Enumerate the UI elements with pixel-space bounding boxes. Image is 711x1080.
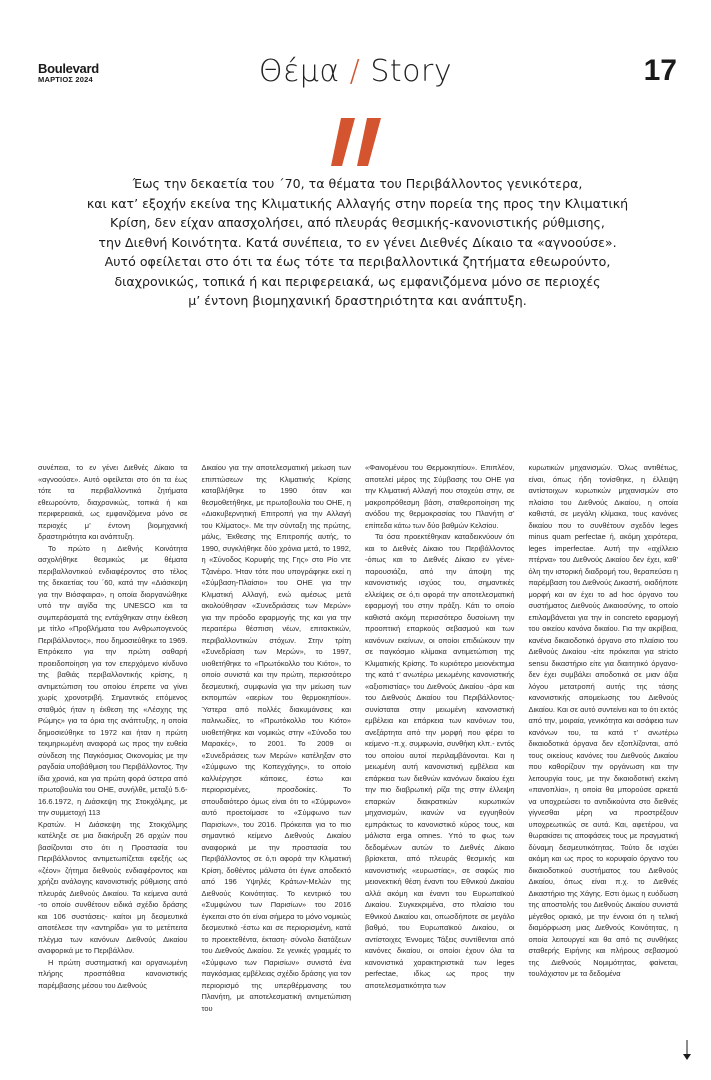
pull-quote-line: Αυτό οφείλεται στο ότι τα έως τότε τα περιβαλλοντικά ζητήματα εθεωρούντο, <box>104 254 611 269</box>
pull-quote-line: Κρίση, δεν είχαν απασχολήσει, από πλευράς θεσμικής-κανονιστικής ρύθμισης, <box>110 215 605 230</box>
article-column-2 <box>202 462 352 1052</box>
pull-quote <box>70 174 645 311</box>
pull-quote-line: και κατ’ εξοχήν εκείνα της Κλιματικής Αλλαγής στην πορεία της προς την Κλιματική <box>86 195 629 211</box>
article-column-3 <box>365 462 515 1052</box>
issue-date: ΜΑΡΤΙΟΣ 2024 <box>38 75 93 84</box>
article-column-1 <box>38 462 188 1052</box>
paragraph: Το πρώτο η Διεθνής Κοινότητα ασχολήθηκε θεσμικώς με θέματα περιβαλλοντικού ενδιαφέροντος στο τέλος της δεκαετίας του ΄60, κατά την «Διάσκεψη για την Βιόσφαιρα», η οποία διοργανώθηκε υπό την αιγίδα της UNESCO και τα συμπεράσματά της εντάχθηκαν στην έκθεση με τίτλο «Προβλήματα του Ανθρωπογενούς Περιβάλλοντος», που δημοσιεύθηκε το 1969. Επρόκειτο για την πρώτη σαθαρή προειδοποίηση για τον επερχόμενο κίνδυνο της βαθιάς περιβαλλοντικής κρίσης, η αντιμετώπιση του οποίου έπρεπε να γίνει χωρίς χρονοτριβή. Σημαντικός επόμενος σταθμός ήταν η έκθεση της «Λέσχης της Ρώμης» για τα όρια της ανάπτυξης, η οποία δημοσιεύθηκε το 1972 και ήταν η πρώτη τεκμηριωμένη αναφορά ως προς την ευθεία σύνδεση της Παγκόσμιας Οικονομίας με την ραγδαία υποβάθμιση του Περιβάλλοντος. Την ίδια χρονιά, και για πρώτη φορά ύστερα από πρωτοβουλία του ΟΗΕ, συνήλθε, μεταξύ 5.6-16.6.1972, η Διάσκεψη της Στοκχόλμης, με την συμμετοχή 113 <box>38 543 188 817</box>
pull-quote-line: μ’ έντονη βιομηχανική δραστηριότητα και ανάπτυξη. <box>188 293 527 308</box>
paragraph: κυρωτικών μηχανισμών. Όλως αντιθέτως, είναι, όπως ήδη τονίσθηκε, η έλλειψη αντίστοιχων κυρωτικών μηχανισμών στο πλαίσιο του Διεθνούς Δικαίου, η οποία καθιστά, σε μεγάλη κλίμακα, τους κανόνες δικαίου που το συνθέτουν σχεδόν leges minus quam perfectae ή, ακόμη χειρότερα, leges imperfectae. Αυτή την «αχίλλειο πτέρνα» του Διεθνούς Δικαίου δεν έχει, καθ’ όλη την ιστορική διαδρομή του, θεραπεύσει η παρέμβαση του Διεθνούς Δικαστή, οιαδήποτε μορφή και αν έχει το ad hoc όργανο του συστήματος Διεθνούς Δικαιοσύνης, το οποίο επιλαμβάνεται για την in concreto εφαρμογή του οικείου κανόνα δικαίου. Για την ακρίβεια, κανένα δικαιοδοτικό όργανο στο πλαίσιο του Διεθνούς Δικαίου -είτε πρόκειται για stricto sensu δικαστήριο είτε για διαιτητικό όργανο- δεν έχει συμβάλει αποδοτικά σε μιαν άξια λόγου μετατροπή αυτής της τάσης κανονιστικής απομείωσης του Διεθνούς Δικαίου. Και σε αυτό συντείνει και το ότι εκτός από την, μοιραία, γενικότητα και ασάφεια των κανόνων του, τα κατά τ’ ανωτέρω δικαιοδοτικά όργανα δεν εξοπλίζονται, από τους οικείους κανόνες του Διεθνούς Δικαίου που καθορίζουν την οργάνωση και την λειτουργία τους, με την δικαιοδοτική εκείνη «πανοπλία», η οποία θα μπορούσε αρκετά να υποχρεώσει το αντιδικούντα στο διεθνές γίγνεσθαι μέρη να προστρέξουν υποχρεωτικώς σε αυτά. Και, αφετέρου, να θωρακίσει τις αποφάσεις τους με πραγματική δύναμη δεσμευτικότητας. Τούτο δε ισχύει ακόμη και ως προς το κορυφαίο όργανο του δικαιοδοτικού συστήματος του Διεθνούς Δικαίου, όπως είναι π.χ. το Διεθνές Δικαστήριο της Χάγης. Εστι όμως η ευόδωση της αποστολής του Διεθνούς Δικαίου συνιστά μέγεθος οριακό, με την έννοια ότι η τελική διαμόρφωση μιας Διεθνούς Κοινότητας, η οποία λειτουργεί και θα από τις συνθήκες σταθερής Ειρήνης και πλήρους σεβασμού της Διεθνούς Νομιμότητας, φαίνεται, τουλάχιστον με τα δεδομένα <box>528 463 678 978</box>
paragraph: Δικαίου για την αποτελεσματική μείωση των επιπτώσεων της Κλιματικής Κρίσης καταβλήθηκε το 1990 όταν και θεσμοθετήθηκε, με πρωτοβουλία του ΟΗΕ, η «Διακυβερνητική Επιτροπή για την Αλλαγή του Κλίματος». Με την σύνταξη της πρώτης, μάλις, Έκθεσης της Επιτροπής αυτής, το 1990, συγκλήθηκε δύο χρόνια μετά, το 1992, η «Σύνοδος Κορυφής της Γης» στο Ρίο ντε Τζανέιρο. Ήταν τότε που υπογράφηκε εκεί η «Σύμβαση-Πλαίσιο» του ΟΗΕ για την Κλιματική Αλλαγή, ενώ αμέσως μετά ακολούθησαν «Συνεδριάσεις των Μερών» για την πρόοδο εφαρμογής της και για την περαιτέρω θέσπιση νέων, επιτακτικών, περιβαλλοντικών στόχων. Στην τρίτη «Συνεδρίαση των Μερών», το 1997, υιοθετήθηκε το «Πρωτόκολλο του Κιότο», το οποίο συνιστά και την πρώτη, περισσότερο δεσμευτική, συμφωνία για την μείωση των εκπομπών «αερίων του θερμοκηπίου». Ύστερα από πολλές διακυμάνσεις και παλινωδίες, το «Πρωτόκολλο του Κιότο» υιοθετήθηκε και νομικώς στην «Σύνοδο του Μαρακές», το 2001. Το 2009 οι «Συνεδριάσεις των Μερών» κατέληξαν στο «Σύμφωνο της Κοπεγχάγης», το οποίο καλλιέργησε κάποιες, έστω και περιορισμένες, προσδοκίες. Το σπουδαιότερο όμως είναι ότι το «Σύμφωνο» αυτό προετοίμασε το «Σύμφωνο των Παρισίων», του 2016. Πρόκειται για το πιο σημαντικό κείμενο Διεθνούς Δικαίου αναφορικά με την προστασία του Περιβάλλοντος σε ό,τι αφορά την Κλιματική Κρίση, δοθέντος μάλιστα ότι έγινε αποδεκτό από 196 Υψηλές Κράτων-Μελών της Διεθνούς Κοινότητας. Το κεντρικό του «Συμφώνου των Παρισίων» του 2016 έγκειται στο ότι είναι σήμερα το μόνο νομικώς δεσμευτικό -έστω και σε περιορισμένη, κατά το προεκτεθέντα, έκταση- σύνολο διατάξεων του Διεθνούς Δικαίου. Σε γενικές γραμμές το «Σύμφωνο των Παρισίων» συνιστά ένα παγκόσμιας εμβέλειας σχέδιο δράσης για τον περιορισμό της υπερθέρμανσης του Πλανήτη, με αποτελεσματική αντιμετώπιση του <box>201 463 351 1013</box>
article-body <box>38 462 678 1052</box>
pull-quote-line: διαχρονικώς, τοπικά ή και περιφερειακά, ως εμφανιζόμενα μόνο σε περιοχές <box>114 273 601 289</box>
article-column-4 <box>529 462 679 1052</box>
paragraph: συνέπεια, το εν γένει Διεθνές Δίκαιο τα «αγνοούσε». Αυτό οφείλεται στο ότι τα έως τότε τα περιβαλλοντικά ζητήματα εθεωρούντο, διαχρονικώς, τοπικά ή και περιφερειακά, ως εμφανιζόμενα μόνο σε περιοχές μ’ έντονη βιομηχανική δραστηριότητα και ανάπτυξη. <box>38 463 188 541</box>
quote-mark-icon <box>0 118 711 168</box>
section-title-english: Story <box>370 54 453 89</box>
magazine-name: Boulevard <box>38 61 99 76</box>
continue-arrow-icon <box>683 1040 691 1060</box>
section-title <box>0 54 711 89</box>
paragraph: Τα όσα προεκτέθηκαν καταδεικνύουν ότι και το Διεθνές Δίκαιο του Περιβάλλοντος -όπως και το Διεθνές Δίκαιο εν γένει- παρουσιάζει, από την άποψη της κανονιστικής ισχύος του, σημαντικές ελλείψεις σε ό,τι αφορά την αποτελεσματική εφαρμογή του στην πράξη. Κάτι το οποίο καθιστά ακόμη περισσότερο δυσοίωνη την προοπτική επαρκούς σεβασμού και των κανόνων εκείνων, οι οποίοι επιδιώκουν την σε παγκόσμιο κλίμακα αντιμετώπιση της Κλιματικής Κρίσης. Το κυριότερο μειονέκτημα της κατά τ’ ανωτέρω μειωμένης κανονιστικής «αξιοπιστίας» του Διεθνούς Δικαίου -άρα και του Διεθνούς Δικαίου του Περιβάλλοντος- συνίσταται στην μειωμένη κανονιστική εμβέλεια και επάρκεια των κανόνων του, ανεξάρτητα από την μορφή που φέρει το κείμενο -π.χ. συμφωνία, συνθήκη κλπ.- εντός του οποίου αυτοί περιλαμβάνονται. Και η μειωμένη αυτή κανονιστική εμβέλεια και επάρκεια των διεθνών κανόνων δικαίου έχει την πιο διαβρωτική ρίζα της στην έλλειψη επαρκών διακρατικών κυρωτικών μηχανισμών, ικανών να εγγυηθούν εμπράκτως το κανονιστικό κύρος τους, και μάλιστα erga omnes. Υπό το φως των δεδομένων αυτών το Διεθνές Δίκαιο βρίσκεται, από πλευράς θεσμικής και κανονιστικής «ευρωστίας», σε σαφώς πιο μειονεκτική θέση έναντι του Εθνικού Δικαίου αλλά ακόμη και έναντι του Ευρωπαϊκού Δικαίου. Συγκεκριμένα, στο πλαίσιο του Εθνικού Δικαίου και, οπωσδήποτε σε μεγάλο βαθμό, του Ευρωπαϊκού Δικαίου, οι αντίστοιχες Έννομες Τάξεις συντίθενται από κανόνες δικαίου, οι οποίοι έχουν όλα τα κανονιστικά χαρακτηριστικά των leges perfectae, ιδίως ως προς την αποτελεσματικότητα των <box>365 532 515 990</box>
paragraph: Η πρώτη συστηματική και οργανωμένη πλήρης προσπάθεια κανονιστικής παρέμβασης μέσου του Διεθνούς <box>38 957 188 990</box>
section-title-separator: / <box>349 54 361 89</box>
page-number: 17 <box>643 54 677 87</box>
section-title-greek: Θέμα <box>258 54 340 89</box>
paragraph: «Φαινομένου του Θερμοκηπίου». Επιπλέον, αποτελεί μέρος της Σύμβασης του ΟΗΕ για την Κλιματική Αλλαγή που στοχεύει στην, σε μακροπρόθεσμη βάση, σταθεροποίηση της ανόδου της θερμοκρασίας του Πλανήτη σ’ επίπεδα κάτω των δύο βαθμών Κελσίου. <box>365 463 515 530</box>
pull-quote-line: την Διεθνή Κοινότητα. Κατά συνέπεια, το εν γένει Διεθνές Δίκαιο τα «αγνοούσε». <box>98 234 617 250</box>
paragraph: Κρατών. Η Διάσκεψη της Στοκχόλμης κατέληξε σε μια διακήρυξη 26 αρχών που βασίζονται στο ότι η Προστασία του Περιβάλλοντος αντιμετωπίζεται εφεξής ως «ζέον» ζήτημα διεθνούς ενδιαφέροντος και χρήζει ανάλογης κανονιστικής ρύθμισης από πλευράς Διεθνούς Δικαίου. Τα κείμενα αυτά -το οποίο συνθέτουν ειδικά σχέδιο δράσης και 106 συστάσεις- καίτοι μη δεσμευτικά αποτέλεσε την «αντηρίδα» για το μετέπειτα πλέγμα των κανόνων Διεθνούς Δικαίου αναφορικά με το Περιβάλλον. <box>38 819 188 955</box>
pull-quote-line: Έως την δεκαετία του ΄70, τα θέματα του Περιβάλλοντος γενικότερα, <box>132 176 583 191</box>
